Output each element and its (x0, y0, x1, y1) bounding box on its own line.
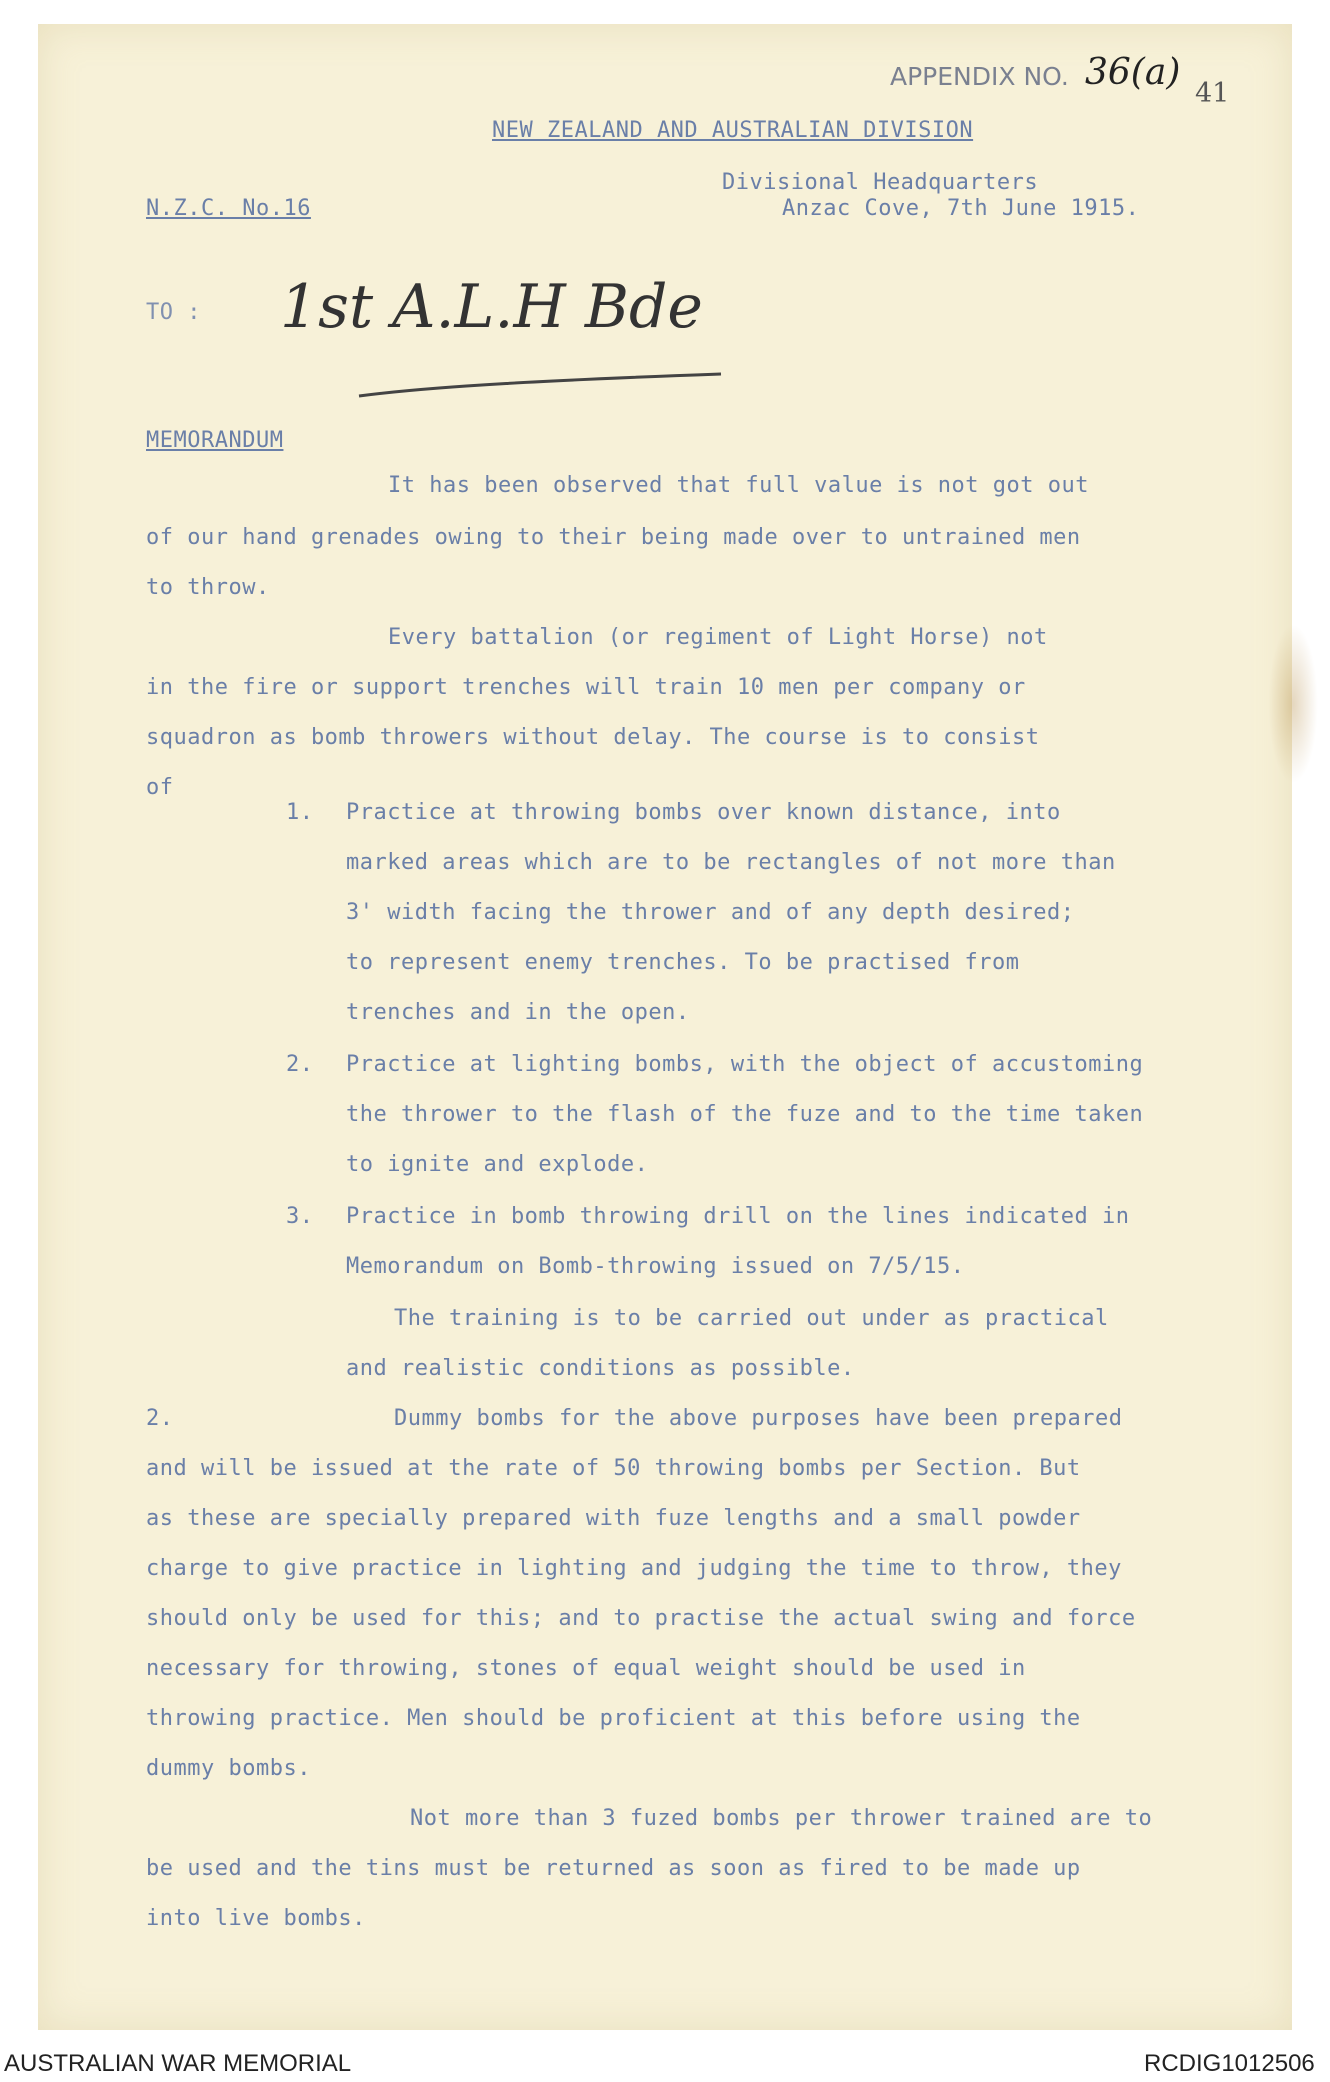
body-line: be used and the tins must be returned as soon as fired to be made up (146, 1856, 1081, 1881)
item-number: 3. (286, 1204, 314, 1229)
footer-source: AUSTRALIAN WAR MEMORIAL (4, 2050, 352, 2077)
item-line: marked areas which are to be rectangles of not more than (346, 850, 1116, 875)
body-line: Not more than 3 fuzed bombs per thrower trained are to (410, 1806, 1153, 1831)
body-line: and will be issued at the rate of 50 throwing bombs per Section. But (146, 1456, 1081, 1481)
body-line: to throw. (146, 575, 270, 600)
body-line: as these are specially prepared with fuze lengths and a small powder (146, 1506, 1081, 1531)
item-line: Memorandum on Bomb-throwing issued on 7/5/15. (346, 1254, 965, 1279)
addressee-handwritten: 1st A.L.H Bde (280, 272, 703, 342)
paper-stain (1268, 624, 1318, 784)
page-number: 41 (1195, 78, 1230, 109)
body-line: necessary for throwing, stones of equal weight should be used in (146, 1656, 1026, 1681)
footer-id: RCDIG1012506 (1144, 2050, 1315, 2077)
to-label: TO : (146, 300, 201, 325)
item-line: 3' width facing the thrower and of any depth desired; (346, 900, 1075, 925)
item-line: the thrower to the flash of the fuze and to the time taken (346, 1102, 1144, 1127)
body-line: in the fire or support trenches will train 10 men per company or (146, 675, 1026, 700)
item-number: 1. (286, 800, 314, 825)
body-line: should only be used for this; and to practise the actual swing and force (146, 1606, 1136, 1631)
body-line: into live bombs. (146, 1906, 366, 1931)
item-line: Practice at throwing bombs over known distance, into (346, 800, 1061, 825)
appendix-label: APPENDIX NO. (890, 62, 1069, 91)
division-heading: NEW ZEALAND AND AUSTRALIAN DIVISION (492, 118, 974, 143)
body-line: dummy bombs. (146, 1756, 311, 1781)
hq-line-2: Anzac Cove, 7th June 1915. (782, 196, 1140, 221)
body-line: Every battalion (or regiment of Light Horse) not (388, 625, 1048, 650)
body-line: throwing practice. Men should be proficient at this before using the (146, 1706, 1081, 1731)
item-line: Practice at lighting bombs, with the object of accustoming (346, 1052, 1144, 1077)
handwritten-underline (355, 368, 725, 404)
item-line: to represent enemy trenches. To be practised from (346, 950, 1020, 975)
body-line: Dummy bombs for the above purposes have been prepared (394, 1406, 1123, 1431)
body-line: charge to give practice in lighting and judging the time to throw, they (146, 1556, 1122, 1581)
reference-number: N.Z.C. No.16 (146, 196, 311, 221)
body-line: of our hand grenades owing to their being made over to untrained men (146, 525, 1081, 550)
item-line: trenches and in the open. (346, 1000, 690, 1025)
hq-line-1: Divisional Headquarters (722, 170, 1039, 195)
body-line: of (146, 775, 174, 800)
memo-heading: MEMORANDUM (146, 428, 284, 453)
body-line: squadron as bomb throwers without delay. The course is to consist (146, 725, 1040, 750)
body-line: It has been observed that full value is not got out (388, 473, 1090, 498)
item-number: 2. (286, 1052, 314, 1077)
body-line: The training is to be carried out under as practical (394, 1306, 1109, 1331)
item-line: Practice in bomb throwing drill on the lines indicated in (346, 1204, 1130, 1229)
body-line: and realistic conditions as possible. (346, 1356, 855, 1381)
section-number: 2. (146, 1406, 174, 1431)
item-line: to ignite and explode. (346, 1152, 649, 1177)
appendix-number: 36(a) (1085, 52, 1181, 93)
